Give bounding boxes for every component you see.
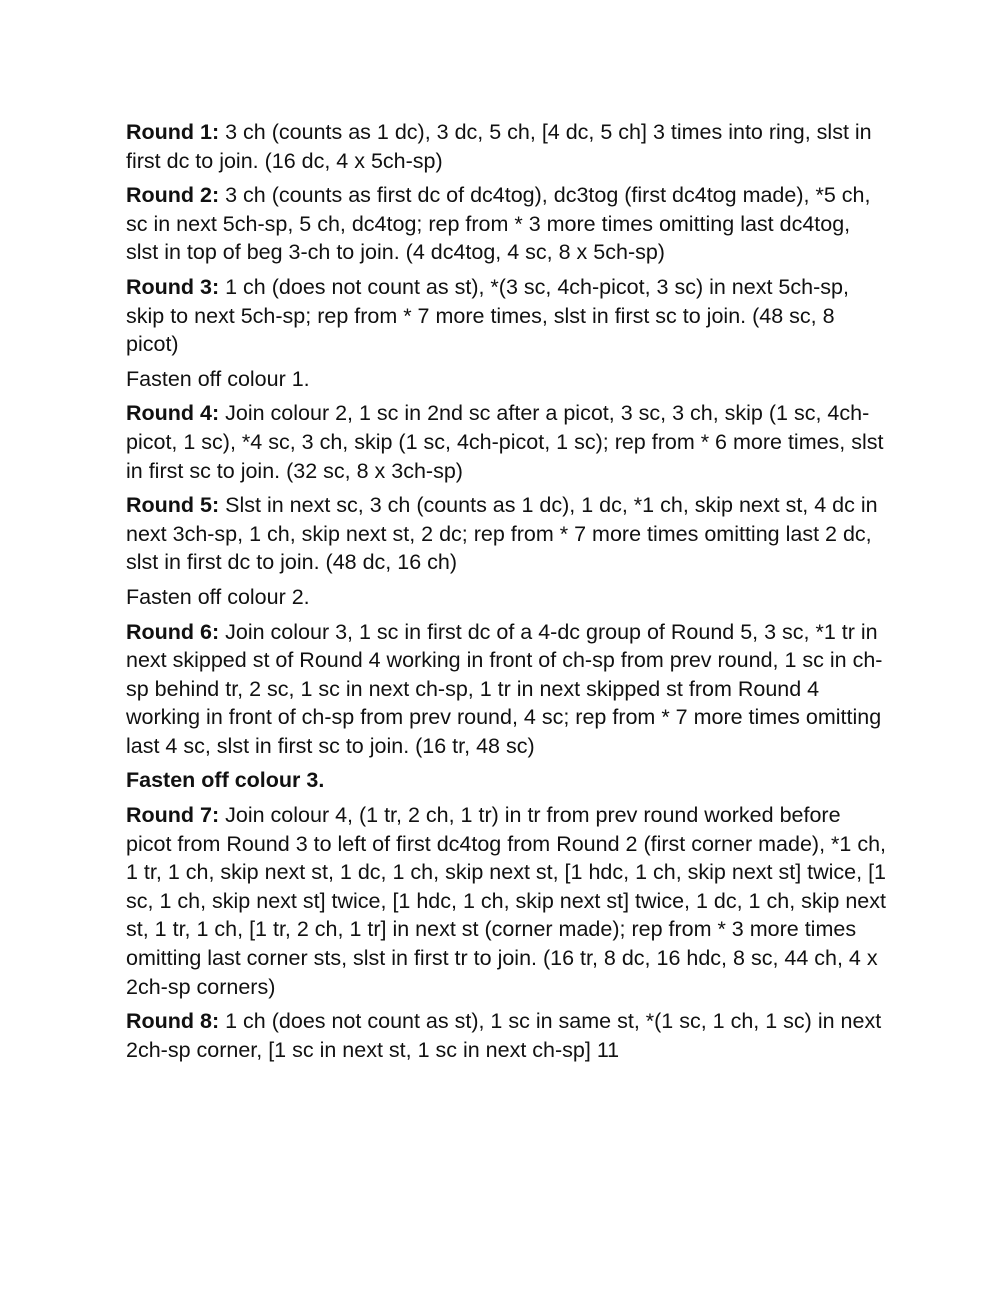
fasten-off-text: Fasten off colour 1. (126, 366, 310, 391)
pattern-paragraph-round-3 (126, 273, 886, 359)
round-instructions: Join colour 3, 1 sc in first dc of a 4-dc group of Round 5, 3 sc, *1 tr in next skipped st of Round 4 working in front of ch-sp from prev round, 1 sc in ch-sp behind tr, 2 sc, 1 sc in next ch-sp, 1 tr in next skipped st from Round 4 working in front of ch-sp from prev round, 4 sc; rep from * 7 more times omitting last 4 sc, slst in first sc to join. (16 tr, 48 sc) (126, 619, 883, 758)
fasten-off-colour-2 (126, 583, 886, 612)
round-label: Round 3: (126, 274, 220, 299)
pattern-paragraph-round-4 (126, 399, 886, 485)
round-instructions: 1 ch (does not count as st), 1 sc in same st, *(1 sc, 1 ch, 1 sc) in next 2ch-sp corner, [1 sc in next st, 1 sc in next ch-sp] 11 (126, 1009, 882, 1062)
fasten-off-heading: Fasten off colour 3. (126, 768, 325, 793)
pattern-paragraph-round-8 (126, 1007, 886, 1064)
pattern-paragraph-round-6 (126, 618, 886, 761)
round-instructions: Join colour 4, (1 tr, 2 ch, 1 tr) in tr from prev round worked before picot from Round 3 to left of first dc4tog from Round 2 (first corner made), *1 ch, 1 tr, 1 ch, skip next st, 1 dc, 1 ch, skip next st, [1 hdc, 1 ch, skip next st] twice, [1 sc, 1 ch, skip next st] twice, [1 hdc, 1 ch, skip next st] twice, 1 dc, 1 ch, skip next st, 1 tr, 1 ch, [1 tr, 2 ch, 1 tr] in next st (corner made); rep from * 3 more times omitting last corner sts, slst in first tr to join. (16 tr, 8 dc, 16 hdc, 8 sc, 44 ch, 4 x 2ch-sp corners) (126, 803, 887, 999)
pattern-paragraph-round-7 (126, 801, 886, 1001)
crochet-pattern-page (126, 118, 886, 1070)
fasten-off-colour-1 (126, 365, 886, 394)
round-label: Round 1: (126, 120, 220, 144)
round-instructions: 3 ch (counts as first dc of dc4tog), dc3tog (first dc4tog made), *5 ch, sc in next 5ch-sp, 5 ch, dc4tog; rep from * 3 more times omitting last dc4tog, slst in top of beg 3-ch to join. (4 dc4tog, 4 sc, 8 x 5ch-sp) (126, 183, 871, 265)
pattern-paragraph-round-5 (126, 491, 886, 577)
fasten-off-text: Fasten off colour 2. (126, 584, 310, 609)
round-instructions: 1 ch (does not count as st), *(3 sc, 4ch-picot, 3 sc) in next 5ch-sp, skip to next 5ch-sp; rep from * 7 more times, slst in first sc to join. (48 sc, 8 picot) (126, 274, 849, 357)
pattern-paragraph-round-2 (126, 181, 886, 267)
round-label: Round 7: (126, 803, 220, 828)
round-label: Round 6: (126, 619, 220, 644)
round-instructions: Slst in next sc, 3 ch (counts as 1 dc), 1 dc, *1 ch, skip next st, 4 dc in next 3ch-sp, 1 ch, skip next st, 2 dc; rep from * 7 more times omitting last 2 dc, slst in first dc to join. (48 dc, 16 ch) (126, 493, 878, 575)
round-label: Round 2: (126, 183, 220, 208)
pattern-paragraph-round-1 (126, 118, 886, 175)
round-instructions: 3 ch (counts as 1 dc), 3 dc, 5 ch, [4 dc, 5 ch] 3 times into ring, slst in first dc to join. (16 dc, 4 x 5ch-sp) (126, 120, 872, 173)
round-label: Round 5: (126, 493, 220, 518)
fasten-off-colour-3 (126, 766, 886, 795)
round-label: Round 4: (126, 401, 220, 426)
round-label: Round 8: (126, 1009, 220, 1034)
round-instructions: Join colour 2, 1 sc in 2nd sc after a picot, 3 sc, 3 ch, skip (1 sc, 4ch-picot, 1 sc), *4 sc, 3 ch, skip (1 sc, 4ch-picot, 1 sc); rep from * 6 more times, slst in first sc to join. (32 sc, 8 x 3ch-sp) (126, 401, 884, 483)
